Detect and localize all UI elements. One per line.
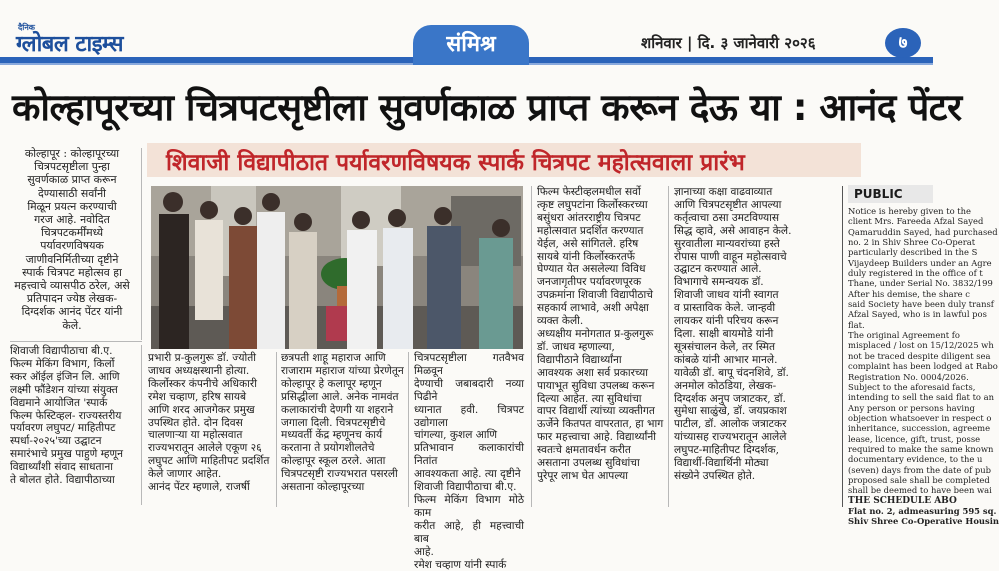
- text-line: विद्यार्थी-विद्यार्थिनी मोठ्या: [674, 457, 837, 470]
- text-line: देण्यासाठी सर्वांनी: [10, 187, 134, 200]
- text-line: फार महत्त्वाचा आहे. विद्यार्थ्यांनी: [537, 431, 665, 444]
- text-line: फिल्म मेकिंग विभाग मोठे काम: [414, 494, 524, 520]
- text-line: documentary evidence, to the u: [848, 454, 933, 464]
- article-column-5: [414, 352, 524, 571]
- event-photo: [151, 186, 523, 349]
- text-line: आनंद पेंटर म्हणाले, राजर्षी: [148, 481, 272, 494]
- text-line: स्पर्धा-२०२५'च्या उद्घाटन: [10, 435, 137, 448]
- text-line: करताना ते प्रयोगशीलतेचे: [281, 442, 405, 455]
- column-rule: [141, 148, 142, 340]
- article-lead: [10, 147, 134, 339]
- text-line: चित्रपटसृष्टीला गतवैभव मिळवून: [414, 352, 524, 378]
- text-line: दिग्दर्शक अनुप जत्राटकर, डॉ.: [674, 393, 837, 406]
- column-rule: [531, 186, 532, 507]
- text-line: प्रभारी प्र-कुलगुरू डॉ. ज्योती: [148, 352, 272, 365]
- text-line: Qamaruddin Sayed, had purchased: [848, 227, 933, 237]
- text-line: अध्यक्षीय मनोगतात प्र-कुलगुरू: [537, 328, 665, 341]
- column-rule: [408, 352, 409, 507]
- text-line: Any person or persons having: [848, 403, 933, 413]
- article-column-3: [281, 352, 405, 494]
- text-line: लक्ष्मी फौंडेशन यांच्या संयुक्त: [10, 384, 137, 397]
- text-line: उपक्रमांना शिवाजी विद्यापीठाचे: [537, 289, 665, 302]
- text-line: सूत्रसंचालन केले, तर स्मित: [674, 341, 837, 354]
- text-line: व प्रास्ताविक केले. जान्हवी: [674, 302, 837, 315]
- text-line: सुवर्णकाळ प्राप्त करून: [10, 173, 134, 186]
- text-line: दिला. साक्षी बायमोडे यांनी: [674, 328, 837, 341]
- text-line: proposed sale shall be completed: [848, 475, 933, 485]
- text-line: स्वतःचे क्षमतावर्धन करीत: [537, 444, 665, 457]
- text-line: केले.: [10, 319, 134, 332]
- text-line: राजाराम महाराज यांच्या प्रेरणेतून: [281, 365, 405, 378]
- text-line: असताना कोल्हापूरच्या: [281, 481, 405, 494]
- text-line: स्कर ऑईल इंजिन लि. आणि: [10, 371, 137, 384]
- text-line: जाणीवनिर्मितीच्या दृष्टीने: [10, 253, 134, 266]
- text-line: पायाभूत सुविधा उपलब्ध करून: [537, 380, 665, 393]
- article-column-4: [537, 186, 665, 483]
- text-line: यांच्यासह राज्यभरातून आलेले: [674, 431, 837, 444]
- text-line: After his demise, the share c: [848, 289, 933, 299]
- text-line: Notice is hereby given to the: [848, 206, 933, 216]
- text-line: मध्यवर्ती केंद्र म्हणूनच कार्य: [281, 429, 405, 442]
- schedule-line: Shiv Shree Co-Operative Housin: [848, 516, 933, 526]
- masthead-tagline: दैनिक: [18, 22, 35, 33]
- text-line: यावेळी डॉ. बापू चंदनशिवे, डॉ.: [674, 367, 837, 380]
- text-line: जनजागृतीपर पर्यावरणपूरक: [537, 276, 665, 289]
- text-line: संख्येने उपस्थित होते.: [674, 470, 837, 483]
- text-line: रमेश चव्हाण यांनी स्पार्क: [414, 559, 524, 571]
- text-line: सिद्ध व्हावे, असे आवाहन केले.: [674, 225, 837, 238]
- text-line: Subject to the aforesaid facts,: [848, 382, 933, 392]
- text-line: complaint has been lodged at Rabo: [848, 361, 933, 371]
- text-line: flat.: [848, 320, 933, 330]
- text-line: required to make the same known: [848, 444, 933, 454]
- text-line: कर्तृत्वाचा ठसा उमटविण्यास: [674, 212, 837, 225]
- text-line: विद्यापीठाने विद्यार्थ्यांना: [537, 354, 665, 367]
- text-line: लघुपट आणि माहितीपट प्रदर्शित: [148, 455, 272, 468]
- text-line: चित्रपटसृष्टीला पुन्हा: [10, 160, 134, 173]
- text-line: रोपास पाणी वाहून महोत्सवाचे: [674, 251, 837, 264]
- text-line: उद्घाटन करण्यात आले.: [674, 263, 837, 276]
- text-line: गरज आहे. नवोदित: [10, 213, 134, 226]
- text-line: सहकार्य लाभावे, अशी अपेक्षा: [537, 302, 665, 315]
- text-line: फिल्म फेस्टिव्हल- राज्यस्तरीय: [10, 410, 137, 423]
- text-line: व्यक्त केली.: [537, 315, 665, 328]
- article-column-1: [10, 345, 137, 487]
- text-line: ऊर्जेने कितपत वापरतात, हा भाग: [537, 418, 665, 431]
- text-line: दिग्दर्शक आनंद पेंटर यांनी: [10, 305, 134, 318]
- text-line: महत्त्वाचे व्यासपीठ ठरेल, असे: [10, 279, 134, 292]
- text-line: (seven) days from the date of pub: [848, 465, 933, 475]
- schedule-line: Flat no. 2, admeasuring 595 sq.: [848, 506, 933, 516]
- text-line: The original Agreement fo: [848, 330, 933, 340]
- text-line: त्कृष्ट लघुपटांना किर्लोस्करच्या: [537, 199, 665, 212]
- text-line: करीत आहे, ही महत्त्वाची बाब: [414, 520, 524, 546]
- text-line: विद्यमाने आयोजित 'स्पार्क: [10, 397, 137, 410]
- subheadline: शिवाजी विद्यापीठात पर्यावरणविषयक स्पार्क चित्रपट महोत्सवाला प्रारंभ: [166, 145, 745, 177]
- text-line: कोल्हापूर हे कलापूर म्हणून: [281, 378, 405, 391]
- text-line: Afzal Sayed, who is in lawful pos: [848, 309, 933, 319]
- text-line: particularly described in the S: [848, 247, 933, 257]
- text-line: चित्रपटसृष्टी राज्यभरात पसरली: [281, 468, 405, 481]
- text-line: शिवाजी जाधव यांनी स्वागत: [674, 289, 837, 302]
- public-notice-heading: PUBLIC: [848, 185, 933, 203]
- text-line: no. 2 in Shiv Shree Co-Operat: [848, 237, 933, 247]
- article-column-2: [148, 352, 272, 494]
- text-line: विद्यार्थ्यांशी संवाद साधताना: [10, 461, 137, 474]
- lead-rule: [10, 341, 142, 342]
- text-line: आवश्यकता आहे. त्या दृष्टीने: [414, 468, 524, 481]
- text-line: केले जाणार आहेत.: [148, 468, 272, 481]
- section-tab: संमिश्र: [413, 25, 529, 65]
- column-rule: [668, 186, 669, 507]
- text-line: कलाकारांची देणगी या शहराने: [281, 404, 405, 417]
- text-line: objection whatsoever in respect o: [848, 413, 933, 423]
- text-line: Vijaydeep Builders under an Agre: [848, 258, 933, 268]
- text-line: अनमोल कोठडिया, लेखक-: [674, 380, 837, 393]
- column-rule: [141, 345, 142, 505]
- text-line: महोत्सवात प्रदर्शित करण्यात: [537, 225, 665, 238]
- text-line: आवश्यक अशा सर्व प्रकारच्या: [537, 367, 665, 380]
- text-line: छत्रपती शाहू महाराज आणि: [281, 352, 405, 365]
- text-line: समारंभाचे प्रमुख पाहुणे म्हणून: [10, 448, 137, 461]
- text-line: कोल्हापूर स्कूल ठरले. आता: [281, 455, 405, 468]
- text-line: चालणाऱ्या या महोत्सवात: [148, 429, 272, 442]
- text-line: दिल्या आहेत. त्या सुविधांचा: [537, 393, 665, 406]
- text-line: ध्यानात हवी. चित्रपट उद्योगाला: [414, 404, 524, 430]
- text-line: राज्यभरातून आलेले एकूण २६: [148, 442, 272, 455]
- text-line: कोल्हापूर : कोल्हापूरच्या: [10, 147, 134, 160]
- column-rule: [276, 352, 277, 507]
- text-line: ते बोलत होते. विद्यापीठाच्या: [10, 474, 137, 487]
- headline: कोल्हापूरच्या चित्रपटसृष्टीला सुवर्णकाळ प्राप्त करून देऊ या : आनंद पेंटर: [12, 80, 917, 131]
- text-line: फिल्म फेस्टीव्हलमधील सर्वो: [537, 186, 665, 199]
- text-line: घेण्यात येत असलेल्या विविध: [537, 263, 665, 276]
- text-line: lease, licence, gift, trust, posse: [848, 434, 933, 444]
- text-line: Registration No. 0004/2026.: [848, 372, 933, 382]
- text-line: प्रतिभावान कलाकारांची नितांत: [414, 442, 524, 468]
- text-line: पर्यावरणविषयक: [10, 239, 134, 252]
- text-line: प्रतिपादन ज्येष्ठ लेखक-: [10, 292, 134, 305]
- text-line: लघुपट-माहितीपट दिग्दर्शक,: [674, 444, 837, 457]
- text-line: Thane, under Serial No. 3832/199: [848, 278, 933, 288]
- text-line: येईल, असे सांगितले. हरिष: [537, 238, 665, 251]
- text-line: आहे.: [414, 546, 524, 559]
- text-line: not be traced despite diligent sea: [848, 351, 933, 361]
- text-line: आणि शरद आजगेकर प्रमुख: [148, 404, 272, 417]
- page-number: ७: [885, 28, 921, 58]
- public-notice: [848, 206, 933, 508]
- text-line: प्रसिद्धीला आले. अनेक नामवंत: [281, 391, 405, 404]
- text-line: फिल्म मेकिंग विभाग, किर्लो: [10, 358, 137, 371]
- text-line: पाटील, डॉ. आलोक जत्राटकर: [674, 418, 837, 431]
- text-line: duly registered in the office of t: [848, 268, 933, 278]
- text-line: सुमेधा साळुंखे, डॉ. जयप्रकाश: [674, 405, 837, 418]
- text-line: misplaced / lost on 15/12/2025 wh: [848, 340, 933, 350]
- text-line: चित्रपटकर्मींमध्ये: [10, 226, 134, 239]
- text-line: शिवाजी विद्यापीठाचा बी.ए.: [10, 345, 137, 358]
- text-line: देण्याची जबाबदारी नव्या पिढीने: [414, 378, 524, 404]
- text-line: shall be deemed to have been wai: [848, 485, 933, 495]
- text-line: सुरवातीला मान्यवरांच्या हस्ते: [674, 238, 837, 251]
- text-line: लायकर यांनी परिचय करून: [674, 315, 837, 328]
- text-line: बसुंधरा आंतरराष्ट्रीय चित्रपट: [537, 212, 665, 225]
- text-line: said Society have been duly transf: [848, 299, 933, 309]
- text-line: किर्लोस्कर कंपनीचे अधिकारी: [148, 378, 272, 391]
- text-line: डॉ. जाधव म्हणाल्या,: [537, 341, 665, 354]
- text-line: जगाला दिली. चित्रपटसृष्टीचे: [281, 417, 405, 430]
- dateline: शनिवार | दि. ३ जानेवारी २०२६: [641, 33, 816, 53]
- text-line: उपस्थित होते. दोन दिवस: [148, 417, 272, 430]
- text-line: जाधव अध्यक्षस्थानी होत्या.: [148, 365, 272, 378]
- text-line: पर्यावरण लघुपट/ माहितीपट: [10, 422, 137, 435]
- text-line: मिळून प्रयत्न करण्याची: [10, 200, 134, 213]
- text-line: चांगल्या, कुशल आणि: [414, 429, 524, 442]
- text-line: विभागाचे समन्वयक डॉ.: [674, 276, 837, 289]
- text-line: कांबळे यांनी आभार मानले.: [674, 354, 837, 367]
- text-line: आणि चित्रपटसृष्टीत आपल्या: [674, 199, 837, 212]
- text-line: पुरेपूर लाभ घेत आपल्या: [537, 470, 665, 483]
- notice-rule: [842, 186, 843, 507]
- text-line: ज्ञानाच्या कक्षा वाढवाव्यात: [674, 186, 837, 199]
- text-line: client Mrs. Fareeda Afzal Sayed: [848, 216, 933, 226]
- text-line: शिवाजी विद्यापीठाचा बी.ए.: [414, 481, 524, 494]
- schedule-heading: THE SCHEDULE ABO: [848, 496, 933, 506]
- text-line: असताना उपलब्ध सुविधांचा: [537, 457, 665, 470]
- text-line: सायबे यांनी किर्लोस्करतर्फे: [537, 251, 665, 264]
- text-line: रमेश चव्हाण, हरिष सायबे: [148, 391, 272, 404]
- text-line: वापर विद्यार्थी त्यांच्या व्यक्तीगत: [537, 405, 665, 418]
- newspaper-logo: ग्लोबल टाइम्स: [16, 28, 123, 58]
- article-column-6: [674, 186, 837, 483]
- text-line: inheritance, succession, agreeme: [848, 423, 933, 433]
- text-line: स्पार्क चित्रपट महोत्सव हा: [10, 266, 134, 279]
- text-line: intending to sell the said flat to an: [848, 392, 933, 402]
